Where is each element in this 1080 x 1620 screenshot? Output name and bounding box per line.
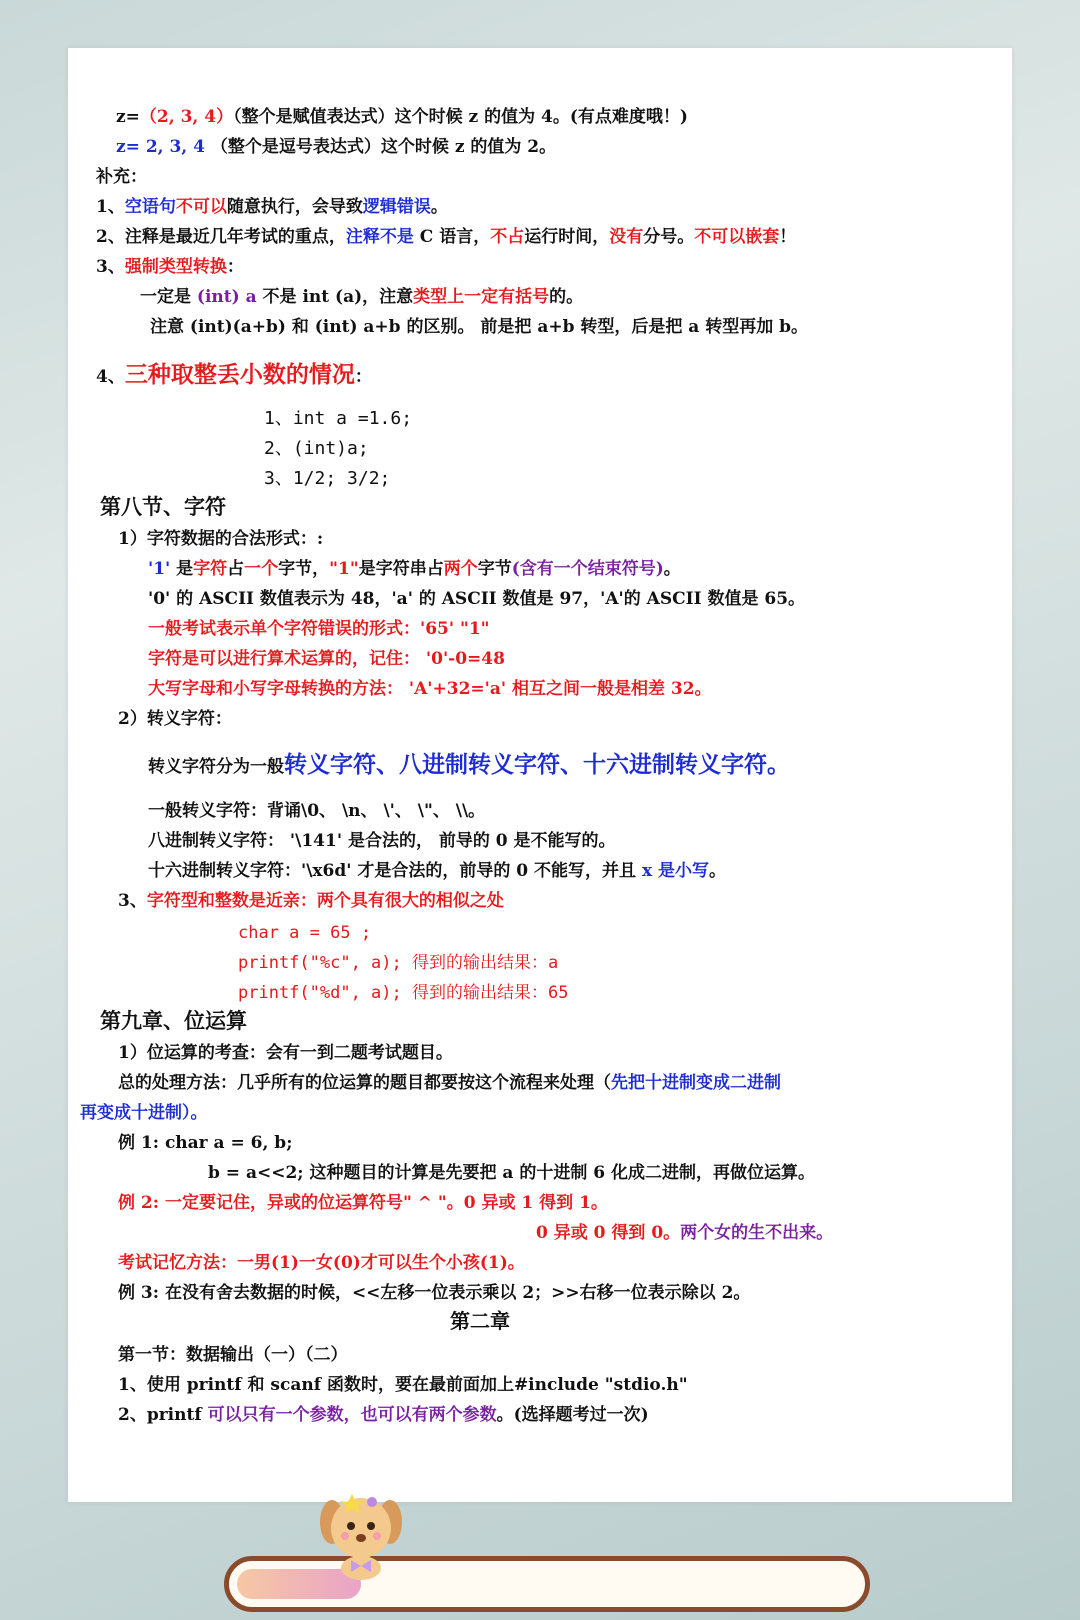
text: 先把十进制变成二进制 xyxy=(611,1073,781,1093)
text: 十六进制转义字符：'\x6d' 才是合法的，前导的 0 不能写，并且 xyxy=(148,861,642,881)
line-bitop-method-cont: 再变成十进制）。 xyxy=(80,1103,208,1123)
text: 逻辑错误 xyxy=(362,197,431,217)
text: 。 xyxy=(709,861,727,881)
text: 0 异或 0 得到 0。 xyxy=(536,1223,681,1243)
line-trunc-2: 2、(int)a; xyxy=(264,438,369,459)
text: 不可以嵌套 xyxy=(694,227,780,247)
text: 。 xyxy=(430,197,448,217)
line-char-forms: 1）字符数据的合法形式：: xyxy=(118,529,324,549)
text: 不可以 xyxy=(175,197,227,217)
text: (含有一个结束符号) xyxy=(511,559,664,579)
text: 字符 xyxy=(193,559,228,579)
text: 的。 xyxy=(549,287,584,307)
document-page xyxy=(68,48,1012,1502)
line-z-assign xyxy=(116,106,688,128)
text: （整个是逗号表达式）这个时候 z 的值为 2。 xyxy=(204,137,557,157)
text: 2、printf xyxy=(118,1405,208,1425)
text: (int) a xyxy=(196,287,257,307)
line-case-convert: 大写字母和小写字母转换的方法： 'A'+32='a' 相互之间一般是相差 32。 xyxy=(148,679,712,699)
line-cast xyxy=(96,256,244,278)
text: C 语言， xyxy=(413,227,491,247)
text: 类型上一定有括号 xyxy=(413,287,550,307)
text: 3、 xyxy=(96,257,125,277)
text: 是字符串占 xyxy=(358,559,444,579)
line-comments xyxy=(96,226,796,248)
line-example-1: 例 1: char a = 6, b; xyxy=(118,1133,293,1153)
text: 强制类型转换 xyxy=(124,257,227,277)
line-three-truncations xyxy=(96,360,372,392)
line-bitop-exam: 1）位运算的考查：会有一到二题考试题目。 xyxy=(118,1043,453,1063)
line-char-arith: 字符是可以进行算术运算的，记住： '0'-0=48 xyxy=(148,649,505,669)
line-z-comma xyxy=(116,136,556,158)
text: 转义字符、八进制转义字符、十六进制转义字符。 xyxy=(284,751,790,778)
text: 可以只有一个参数，也可以有两个参数 xyxy=(207,1405,497,1425)
text: 两个 xyxy=(443,559,478,579)
text: x 是小写 xyxy=(641,861,710,881)
line-char-int xyxy=(118,890,504,912)
line-memory-tip: 考试记忆方法：一男(1)一女(0)才可以生个小孩(1)。 xyxy=(118,1253,525,1273)
text: 运行时间， xyxy=(524,227,610,247)
text: 注释不是 xyxy=(345,227,414,247)
text: ： xyxy=(226,257,244,277)
line-cast-note xyxy=(140,286,583,308)
line-example-3: 例 3: 在没有舍去数据的时候，<<左移一位表示乘以 2；>>右移一位表示除以 2。 xyxy=(118,1283,751,1303)
text: ： xyxy=(354,367,372,387)
line-empty-statement xyxy=(96,196,448,218)
line-printf-params xyxy=(118,1404,649,1426)
text: 不是 int (a)，注意 xyxy=(256,287,414,307)
line-trunc-1: 1、int a =1.6; xyxy=(264,408,413,429)
text: 1、 xyxy=(96,197,125,217)
line-cast-diff: 注意 (int)(a+b) 和 (int) a+b 的区别。 前是把 a+b 转型，后是把 a 转型再加 b。 xyxy=(150,317,809,337)
line-ascii: '0' 的 ASCII 数值表示为 48，'a' 的 ASCII 数值是 97，'A'的 ASCII 数值是 65。 xyxy=(148,589,806,609)
code-line-2: printf("%c", a); 得到的输出结果：a xyxy=(238,953,559,973)
heading-chapter-9: 第九章、位运算 xyxy=(100,1009,247,1033)
text: 一定是 xyxy=(140,287,197,307)
dog-mascot-icon xyxy=(318,1488,404,1580)
line-escape-octal: 八进制转义字符： '\141' 是合法的， 前导的 0 是不能写的。 xyxy=(148,831,616,851)
text: 是 xyxy=(176,559,194,579)
text: 没有 xyxy=(609,227,644,247)
text: 字节 xyxy=(477,559,512,579)
line-example-1b: b = a<<2; 这种题目的计算是先要把 a 的十进制 6 化成二进制，再做位运算。 xyxy=(208,1163,816,1183)
text: 转义字符分为一般 xyxy=(148,757,284,777)
text: '1' xyxy=(148,559,177,579)
line-escape: 2）转义字符： xyxy=(118,709,232,729)
text: 2、注释是最近几年考试的重点， xyxy=(96,227,346,247)
line-escape-hex xyxy=(148,860,726,882)
line-escape-general: 一般转义字符：背诵\0、 \n、 \'、 \"、 \\。 xyxy=(148,801,486,821)
text: 空语句 xyxy=(124,197,176,217)
line-escape-kinds xyxy=(148,750,790,780)
text: 分号。 xyxy=(643,227,695,247)
line-example-2: 例 2: 一定要记住，异或的位运算符号" ^ "。0 异或 1 得到 1。 xyxy=(118,1193,608,1213)
text: 总的处理方法：几乎所有的位运算的题目都要按这个流程来处理（ xyxy=(118,1073,611,1093)
heading-chapter-2: 第二章 xyxy=(450,1309,510,1333)
text: 4、 xyxy=(96,367,125,387)
text: 随意执行，会导致 xyxy=(226,197,363,217)
line-char-error: 一般考试表示单个字符错误的形式：'65' "1" xyxy=(148,619,490,639)
line-printf-scanf: 1、使用 printf 和 scanf 函数时，要在最前面加上#include "stdio.h" xyxy=(118,1375,688,1395)
text: （整个是赋值表达式）这个时候 z 的值为 4。(有点难度哦！) xyxy=(233,107,688,127)
line-data-output: 第一节：数据输出（一）（二） xyxy=(118,1345,348,1365)
text: 三种取整丢小数的情况 xyxy=(124,361,355,388)
line-trunc-3: 3、1/2; 3/2; xyxy=(264,468,391,489)
text: 字符型和整数是近亲：两个具有很大的相似之处 xyxy=(146,891,504,911)
heading-section-8: 第八节、字符 xyxy=(100,495,226,519)
text: "1" xyxy=(329,559,359,579)
text: 字节， xyxy=(278,559,330,579)
text: 占 xyxy=(227,559,245,579)
text: 一个 xyxy=(244,559,279,579)
line-bitop-method xyxy=(118,1072,781,1094)
text: 。(选择题考过一次) xyxy=(496,1405,649,1425)
line-char-bytes xyxy=(148,558,681,580)
text: 。 xyxy=(663,559,681,579)
text: 不占 xyxy=(490,227,525,247)
text: 两个女的生不出来。 xyxy=(680,1223,834,1243)
line-example-2b xyxy=(536,1222,833,1244)
code-line-1: char a = 65 ; xyxy=(238,923,372,943)
text: 3、 xyxy=(118,891,147,911)
code-line-3: printf("%d", a); 得到的输出结果：65 xyxy=(238,983,569,1003)
text: z= 2, 3, 4 xyxy=(116,137,205,157)
line-supplement: 补充： xyxy=(96,167,147,187)
text: ！ xyxy=(779,227,797,247)
text: z= xyxy=(116,107,140,127)
text: （2, 3, 4） xyxy=(139,107,234,127)
